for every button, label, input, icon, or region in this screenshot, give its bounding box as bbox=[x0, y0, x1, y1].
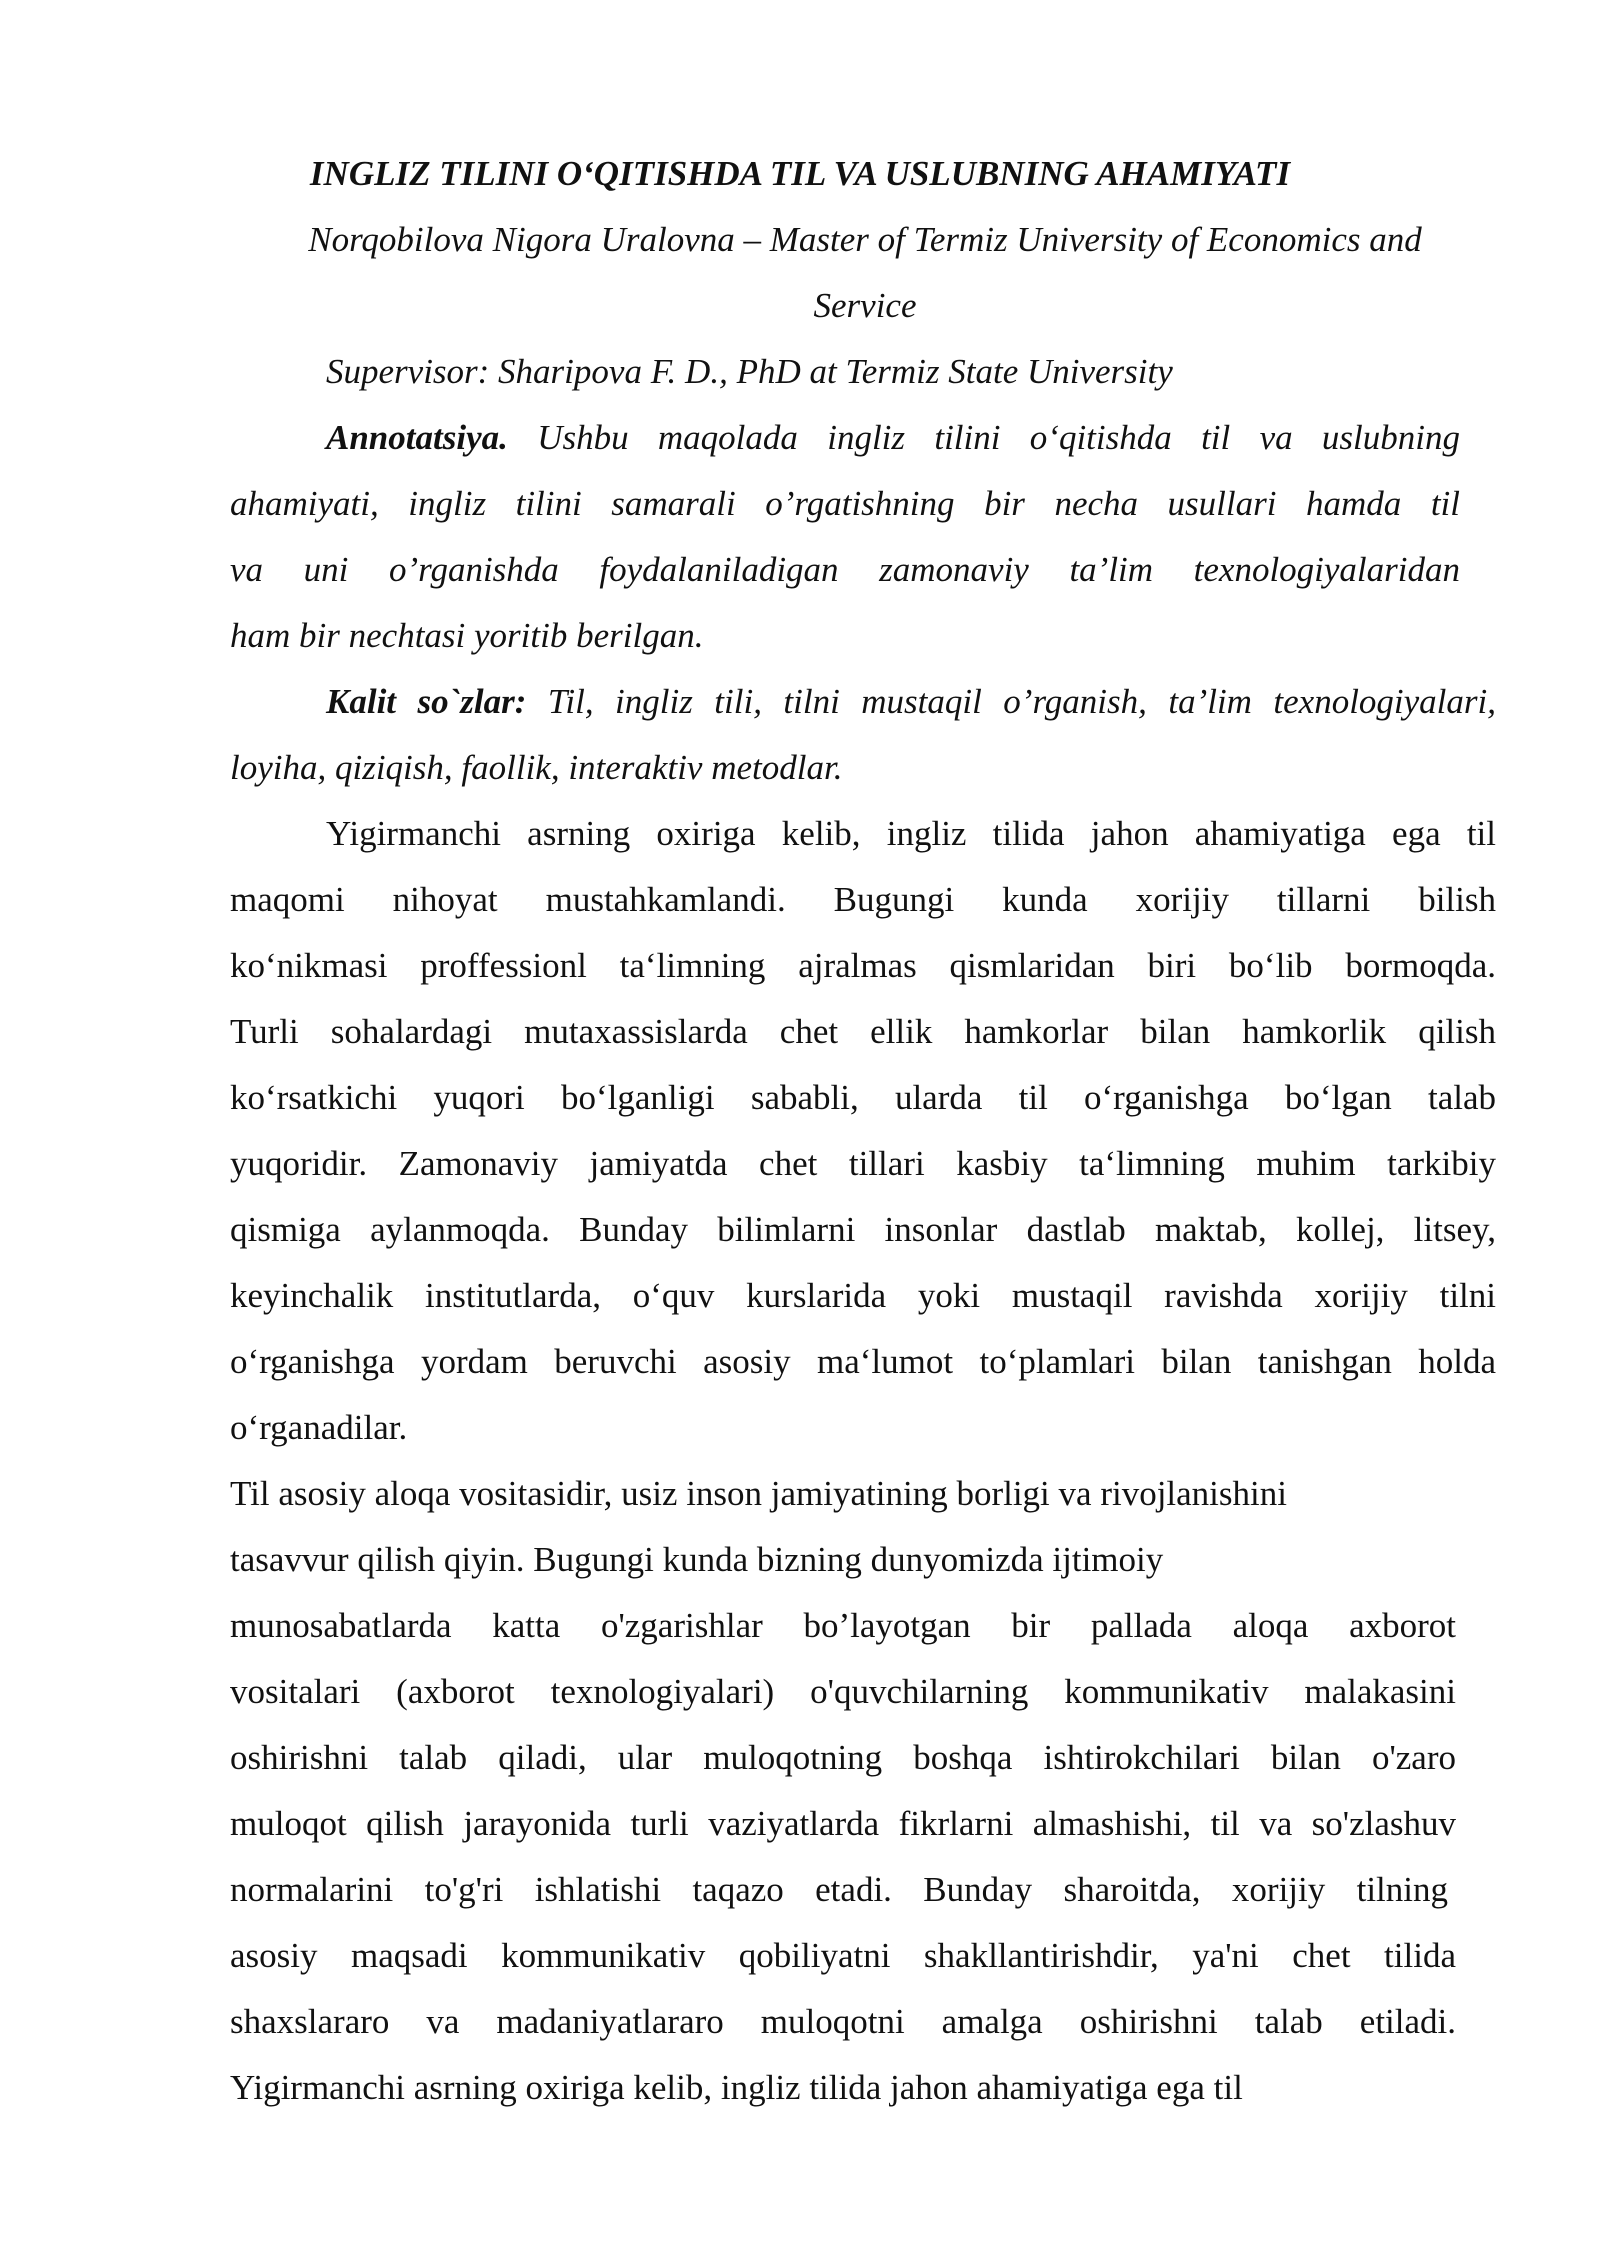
body-line: asosiy maqsadi kommunikativ qobiliyatni shakllantirishdir, ya'ni chet tilida bbox=[230, 1936, 1456, 1975]
body-line: oshirishni talab qiladi, ular muloqotning boshqa ishtirokchilari bilan o'zaro bbox=[230, 1738, 1456, 1777]
body-line: tasavvur qilish qiyin. Bugungi kunda bizning dunyomizda ijtimoiy bbox=[230, 1540, 1164, 1579]
body-line: maqomi nihoyat mustahkamlandi. Bugungi kunda xorijiy tillarni bilish bbox=[230, 880, 1496, 919]
body-line: Til asosiy aloqa vositasidir, usiz inson jamiyatining borligi va rivojlanishini bbox=[230, 1474, 1287, 1513]
annotation-line: va uni o’rganishda foydalaniladigan zamonaviy ta’lim texnologiyalaridan bbox=[230, 550, 1460, 589]
supervisor-line: Supervisor: Sharipova F. D., PhD at Termiz State University bbox=[326, 352, 1173, 391]
annotation-label: Annotatsiya. bbox=[326, 418, 508, 457]
body-line: Yigirmanchi asrning oxiriga kelib, ingliz tilida jahon ahamiyatiga ega til bbox=[230, 2068, 1243, 2107]
body-line: yuqoridir. Zamonaviy jamiyatda chet tillari kasbiy ta‘limning muhim tarkibiy bbox=[230, 1144, 1496, 1183]
body-line: keyinchalik institutlarda, o‘quv kurslarida yoki mustaqil ravishda xorijiy tilni bbox=[230, 1276, 1496, 1315]
body-line: normalarini to'g'ri ishlatishi taqazo etadi. Bunday sharoitda, xorijiy tilning bbox=[230, 1870, 1448, 1909]
author-line-continued: Service bbox=[813, 286, 917, 325]
body-line: Turli sohalardagi mutaxassislarda chet ellik hamkorlar bilan hamkorlik qilish bbox=[230, 1012, 1496, 1051]
keywords-text: Til, ingliz tili, tilni mustaqil o’rganish, ta’lim texnologiyalari, bbox=[547, 682, 1496, 721]
body-line: ko‘nikmasi proffessionl ta‘limning ajralmas qismlaridan biri bo‘lib bormoqda. bbox=[230, 946, 1496, 985]
annotation-line: ahamiyati, ingliz tilini samarali o’rgatishning bir necha usullari hamda til bbox=[230, 484, 1460, 523]
body-line: Yigirmanchi asrning oxiriga kelib, ingliz tilida jahon ahamiyatiga ega til bbox=[326, 814, 1496, 853]
body-line: vositalari (axborot texnologiyalari) o'quvchilarning kommunikativ malakasini bbox=[230, 1672, 1456, 1711]
body-line: qismiga aylanmoqda. Bunday bilimlarni insonlar dastlab maktab, kollej, litsey, bbox=[230, 1210, 1496, 1249]
body-line: ko‘rsatkichi yuqori bo‘lganligi sababli, ularda til o‘rganishga bo‘lgan talab bbox=[230, 1078, 1496, 1117]
keywords-line bbox=[326, 680, 1496, 724]
annotation-text: Ushbu maqolada ingliz tilini o‘qitishda til va uslubning bbox=[537, 418, 1460, 457]
body-line: o‘rganishga yordam beruvchi asosiy ma‘lumot to‘plamlari bilan tanishgan holda bbox=[230, 1342, 1496, 1381]
keywords-line: loyiha, qiziqish, faollik, interaktiv metodlar. bbox=[230, 748, 843, 787]
keywords-label: Kalit so`zlar: bbox=[326, 682, 527, 721]
annotation-line bbox=[326, 416, 1460, 460]
body-line: o‘rganadilar. bbox=[230, 1408, 408, 1447]
body-line: munosabatlarda katta o'zgarishlar bo’layotgan bir pallada aloqa axborot bbox=[230, 1606, 1456, 1645]
body-line: muloqot qilish jarayonida turli vaziyatlarda fikrlarni almashishi, til va so'zlashuv bbox=[230, 1804, 1456, 1843]
author-line: Norqobilova Nigora Uralovna – Master of Termiz University of Economics and bbox=[308, 220, 1422, 259]
annotation-line: ham bir nechtasi yoritib berilgan. bbox=[230, 616, 704, 655]
body-line: shaxslararo va madaniyatlararo muloqotni amalga oshirishni talab etiladi. bbox=[230, 2002, 1456, 2041]
paper-title: INGLIZ TILINI O‘QITISHDA TIL VA USLUBNING AHAMIYATI bbox=[309, 154, 1291, 193]
